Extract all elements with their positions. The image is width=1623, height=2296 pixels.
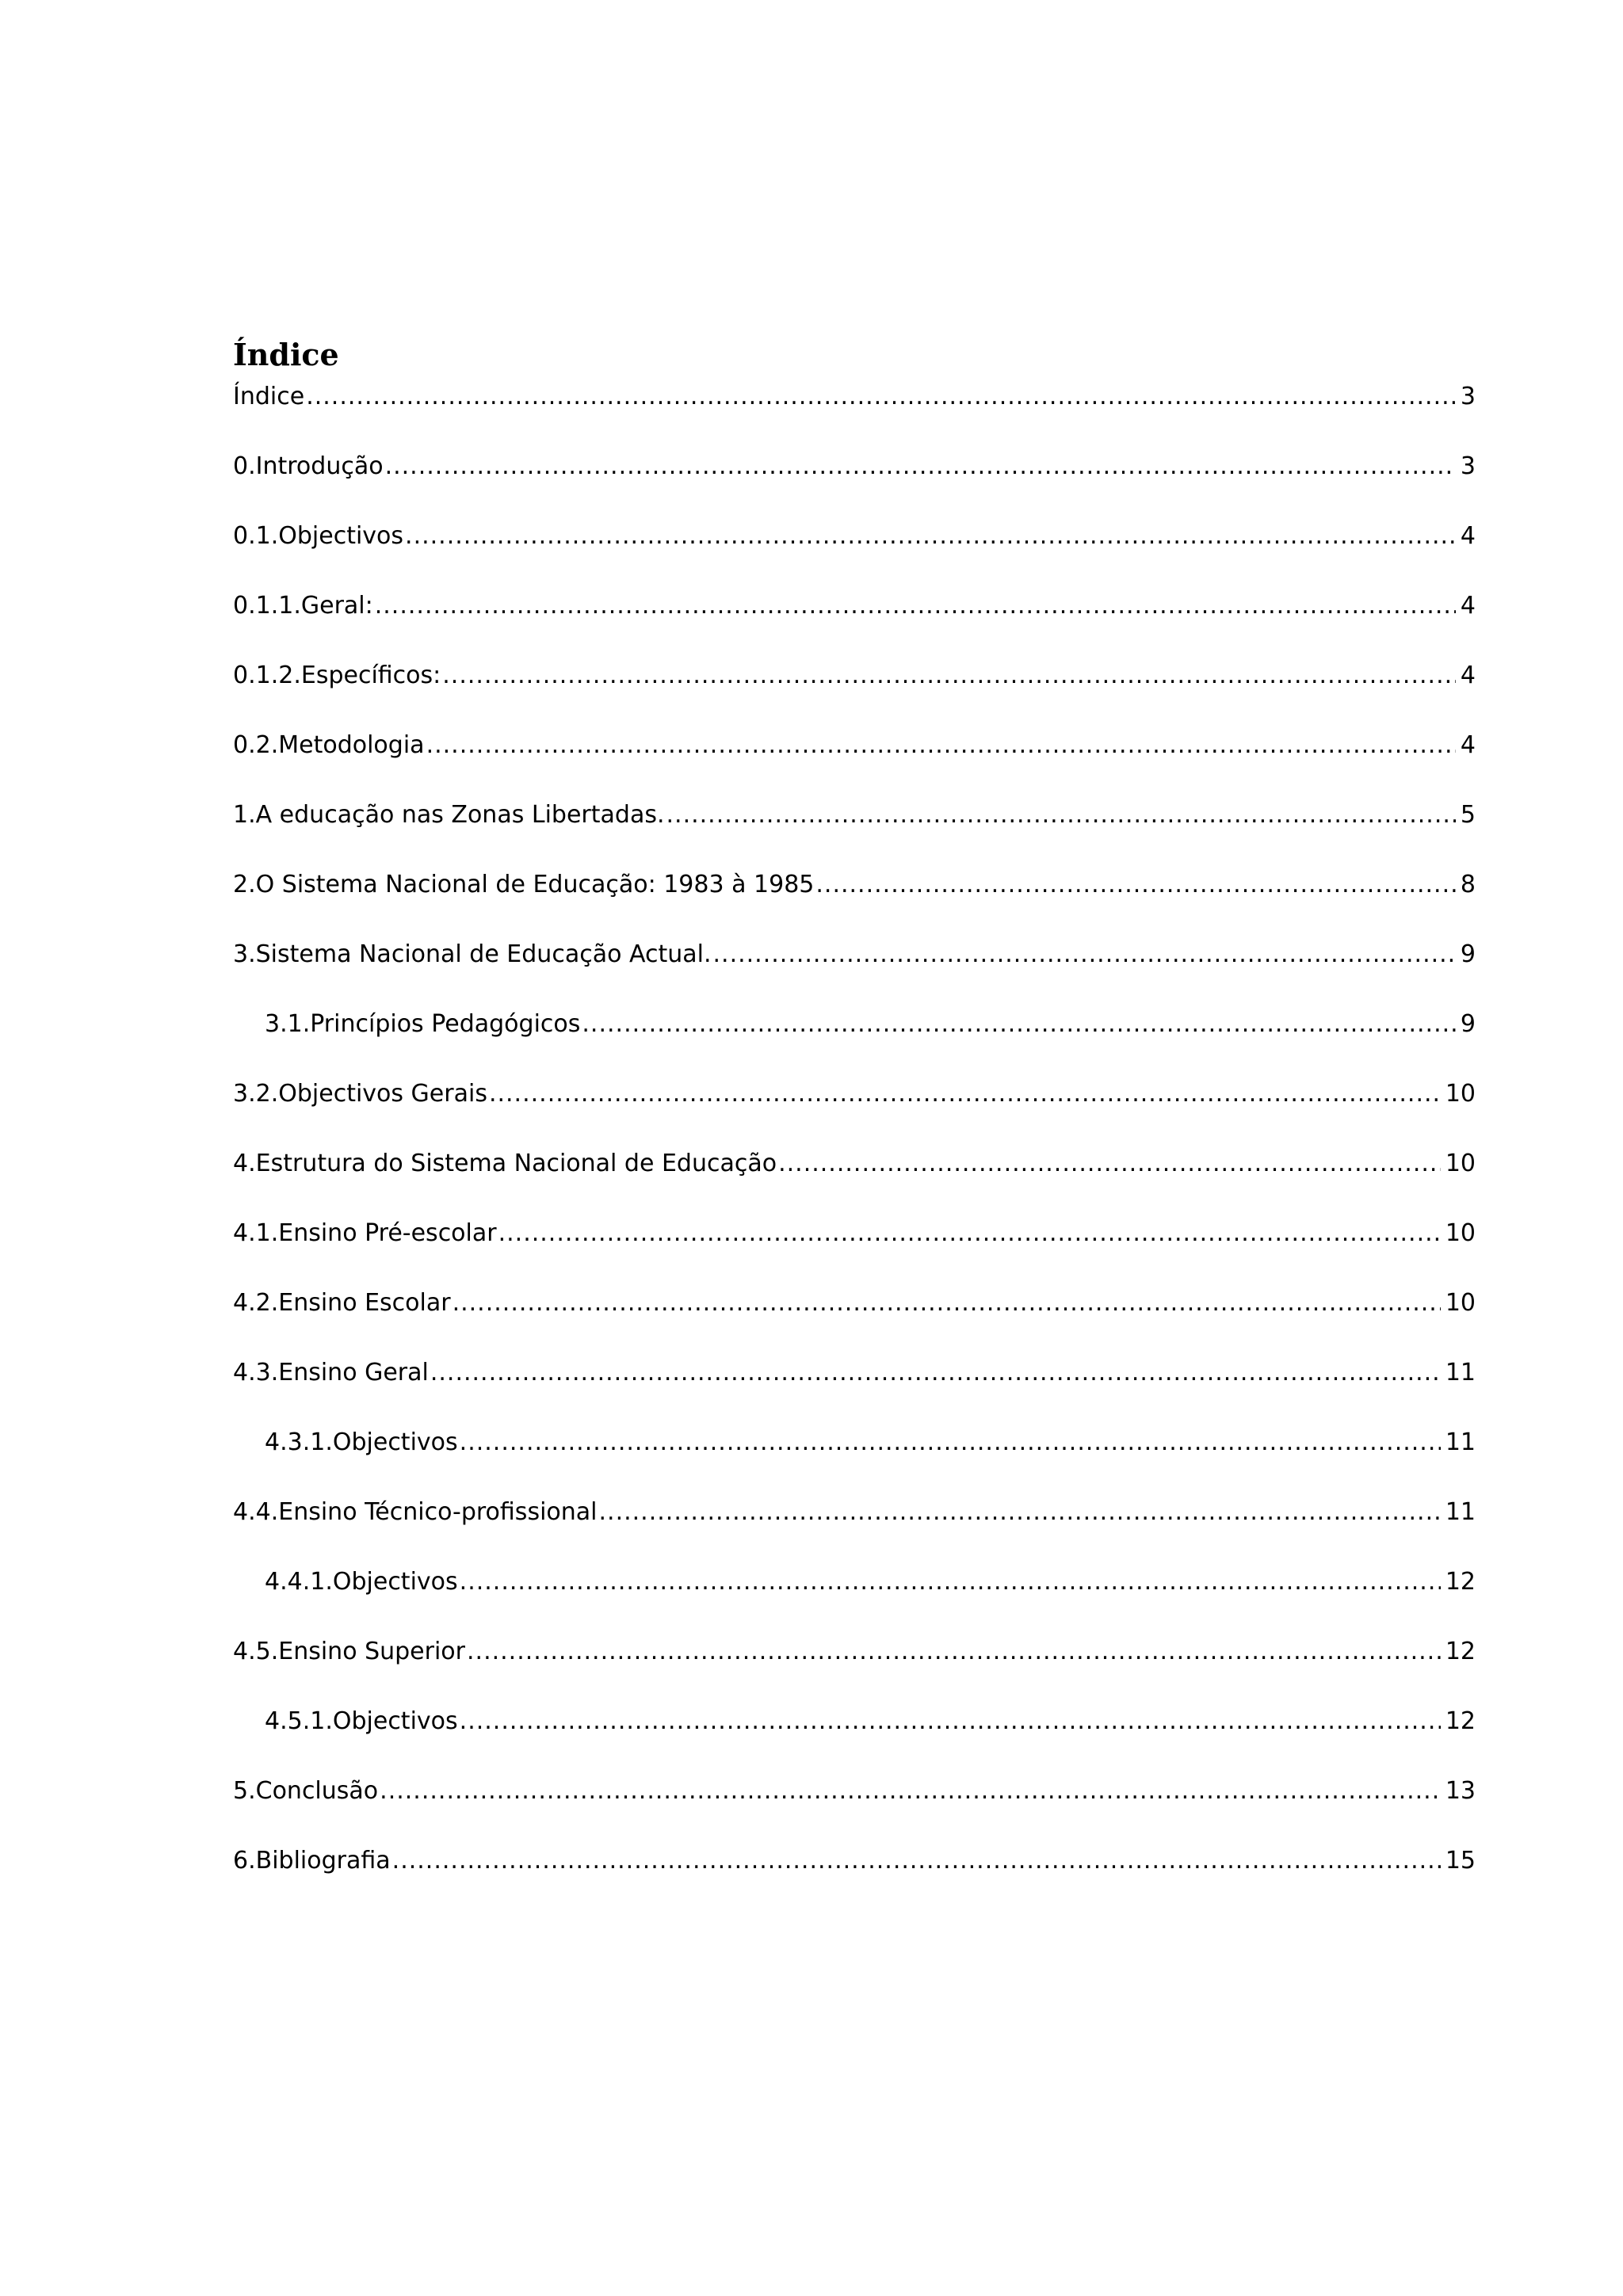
- toc-page-number[interactable]: 10: [1445, 1080, 1476, 1108]
- toc-entry-title[interactable]: 5.Conclusão: [233, 1777, 379, 1805]
- toc-dot-leader: [666, 794, 1456, 837]
- toc-dot-leader: [778, 1142, 1441, 1185]
- toc-entry[interactable]: [233, 1282, 1476, 1352]
- toc-dot-leader: [460, 1561, 1441, 1604]
- toc-entry-title[interactable]: 3.Sistema Nacional de Educação Actual.: [233, 940, 712, 968]
- toc-entry[interactable]: [233, 1142, 1476, 1212]
- toc-page-number[interactable]: 3: [1460, 452, 1476, 480]
- toc-entry-title[interactable]: 4.Estrutura do Sistema Nacional de Educação: [233, 1150, 777, 1177]
- toc-dot-leader: [426, 724, 1456, 767]
- toc-entry-title[interactable]: 4.4.Ensino Técnico-profissional: [233, 1498, 598, 1526]
- toc-entry[interactable]: [233, 1421, 1476, 1491]
- toc-page-number[interactable]: 4: [1460, 662, 1476, 689]
- toc-dot-leader: [489, 1073, 1441, 1116]
- toc-entry-title[interactable]: 2.O Sistema Nacional de Educação: 1983 à 1985: [233, 871, 815, 898]
- toc-entry-title[interactable]: 0.2.Metodologia: [233, 731, 425, 759]
- toc-page-number[interactable]: 4: [1460, 731, 1476, 759]
- toc-page-number[interactable]: 13: [1445, 1777, 1476, 1805]
- table-of-contents: [233, 376, 1476, 1909]
- toc-page-number[interactable]: 4: [1460, 592, 1476, 620]
- toc-entry[interactable]: [233, 1003, 1476, 1073]
- toc-dot-leader: [430, 1352, 1441, 1394]
- toc-entry[interactable]: [233, 1840, 1476, 1909]
- toc-entry-title[interactable]: 4.5.1.Objectivos: [265, 1707, 458, 1735]
- toc-page-number[interactable]: 8: [1460, 871, 1476, 898]
- toc-dot-leader: [460, 1700, 1441, 1743]
- toc-dot-leader: [599, 1491, 1441, 1534]
- toc-page-number[interactable]: 11: [1445, 1498, 1476, 1526]
- toc-page-number[interactable]: 12: [1445, 1568, 1476, 1596]
- toc-dot-leader: [385, 445, 1456, 488]
- toc-entry[interactable]: [233, 933, 1476, 1003]
- toc-entry-title[interactable]: 4.3.Ensino Geral: [233, 1359, 429, 1386]
- toc-entry[interactable]: [233, 1630, 1476, 1700]
- toc-dot-leader: [582, 1003, 1456, 1046]
- toc-entry-title[interactable]: 4.3.1.Objectivos: [265, 1428, 458, 1456]
- toc-page-number[interactable]: 15: [1445, 1847, 1476, 1875]
- toc-entry-title[interactable]: 4.1.Ensino Pré-escolar: [233, 1219, 497, 1247]
- toc-entry[interactable]: [233, 724, 1476, 794]
- toc-entry[interactable]: [233, 515, 1476, 585]
- toc-page-number[interactable]: 10: [1445, 1219, 1476, 1247]
- toc-dot-leader: [375, 585, 1456, 627]
- toc-entry[interactable]: [233, 445, 1476, 515]
- toc-entry[interactable]: [233, 1352, 1476, 1421]
- toc-entry[interactable]: [233, 794, 1476, 864]
- toc-entry[interactable]: [233, 864, 1476, 933]
- toc-entry[interactable]: [233, 1561, 1476, 1630]
- toc-dot-leader: [392, 1840, 1441, 1882]
- toc-entry[interactable]: [233, 585, 1476, 654]
- toc-page-number[interactable]: 12: [1445, 1638, 1476, 1665]
- toc-page-number[interactable]: 11: [1445, 1359, 1476, 1386]
- toc-entry-title[interactable]: 1.A educação nas Zonas Libertadas.: [233, 801, 665, 829]
- toc-entry-title[interactable]: 0.Introdução: [233, 452, 384, 480]
- toc-page-number[interactable]: 5: [1460, 801, 1476, 829]
- toc-dot-leader: [306, 376, 1456, 418]
- toc-entry-title[interactable]: 4.2.Ensino Escolar: [233, 1289, 451, 1317]
- toc-entry-title[interactable]: 4.5.Ensino Superior: [233, 1638, 465, 1665]
- toc-entry-title[interactable]: 0.1.Objectivos: [233, 522, 404, 550]
- toc-dot-leader: [460, 1421, 1441, 1464]
- toc-dot-leader: [815, 864, 1456, 906]
- toc-page-number[interactable]: 9: [1460, 940, 1476, 968]
- toc-heading: Índice: [233, 337, 339, 372]
- toc-page-number[interactable]: 11: [1445, 1428, 1476, 1456]
- toc-entry[interactable]: [233, 1491, 1476, 1561]
- toc-entry-title[interactable]: 4.4.1.Objectivos: [265, 1568, 458, 1596]
- toc-entry[interactable]: [233, 1770, 1476, 1840]
- toc-entry-title[interactable]: 0.1.1.Geral:: [233, 592, 373, 620]
- toc-dot-leader: [380, 1770, 1441, 1813]
- toc-dot-leader: [467, 1630, 1441, 1673]
- toc-entry[interactable]: [233, 1212, 1476, 1282]
- toc-page-number[interactable]: 3: [1460, 383, 1476, 410]
- toc-dot-leader: [713, 933, 1456, 976]
- toc-entry[interactable]: [233, 1073, 1476, 1142]
- toc-page-number[interactable]: 10: [1445, 1150, 1476, 1177]
- toc-dot-leader: [442, 654, 1456, 697]
- toc-entry-title[interactable]: Índice: [233, 383, 305, 410]
- toc-page-number[interactable]: 9: [1460, 1010, 1476, 1038]
- toc-page-number[interactable]: 12: [1445, 1707, 1476, 1735]
- toc-page-number[interactable]: 4: [1460, 522, 1476, 550]
- toc-dot-leader: [405, 515, 1456, 558]
- toc-dot-leader: [498, 1212, 1441, 1255]
- toc-entry-title[interactable]: 3.1.Princípios Pedagógicos: [265, 1010, 581, 1038]
- toc-entry-title[interactable]: 6.Bibliografia: [233, 1847, 391, 1875]
- toc-entry[interactable]: [233, 1700, 1476, 1770]
- toc-entry-title[interactable]: 0.1.2.Específicos:: [233, 662, 441, 689]
- toc-dot-leader: [453, 1282, 1441, 1325]
- toc-entry[interactable]: [233, 376, 1476, 445]
- toc-entry[interactable]: [233, 654, 1476, 724]
- toc-page-number[interactable]: 10: [1445, 1289, 1476, 1317]
- toc-entry-title[interactable]: 3.2.Objectivos Gerais: [233, 1080, 487, 1108]
